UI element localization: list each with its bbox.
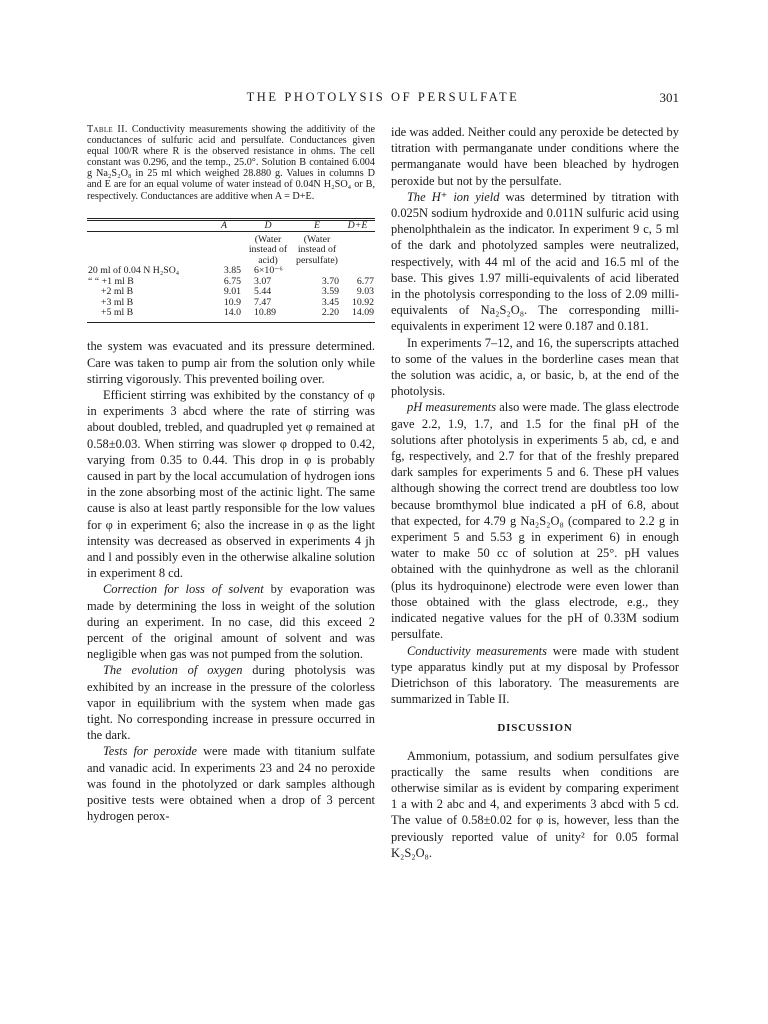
cell-a: 3.85 (223, 265, 241, 277)
paragraph: the system was evacuated and its pressure determined. Care was taken to pump air from the solution only while stirring vigorously. This prevented boiling over. (87, 339, 375, 386)
paragraph-body: also were made. The glass electrode gave 2.2, 1.9, 1.7, and 1.5 for the final pH of the solutions after photolysis in experiments 5 ab, cd, e and fg, respectively, and 2.7 for that of the freshly prepared dark samples for experiments 5 and 6. These pH values although showing the correct trend are doubtless too low because bromthymol blue indicated a pH of 6.8, about that expected, for 4.79 g Na₂S₂O₈ (compared to 2.2 g in experiment 5 and 5.53 g in experiment 6) in enough water to make 50 cc of solution at 25°. pH values obtained with the quinhydrone as well as the chloranil (plus its hydroquinone) electrode were even lower than those obtained with the glass electrode, e.g., they indicated negative values for the pH of 0.33M sodium persulfate. (391, 400, 679, 642)
page-header (87, 90, 679, 110)
column-header-e: E (294, 221, 340, 232)
row-label: “ “ +1 ml B (88, 275, 134, 287)
cell-e: 3.59 (321, 286, 339, 298)
paragraph (87, 662, 375, 743)
row-label: 20 ml of 0.04 N H₂SO₄ (88, 265, 180, 277)
cell-e: 2.20 (321, 306, 339, 318)
cell-d: 5.44 (254, 286, 272, 298)
paragraph-body: was determined by titration with 0.025N sodium hydroxide and 0.011N sulfuric acid using phenolphthalein as the indicator. In experiment 9 c, 5 ml of the dark and photolyzed samples were neutralized, respectively, with 44 ml of the acid and 16.5 ml of the base. This gives 1.97 milli-equivalents of acid liberated in the photolysis corresponding to the loss of 2.09 milli-equivalents of Na₂S₂O₈. The corresponding milli-equivalents in experiment 12 were 0.187 and 0.181. (391, 189, 679, 334)
table-header-blank (87, 221, 206, 232)
cell-e: 3.45 (321, 296, 339, 308)
cell-d: 3.07 (254, 275, 272, 287)
table-header-row (87, 221, 375, 232)
cell-a: 14.0 (223, 306, 241, 318)
cell-a: 9.01 (223, 286, 241, 298)
column-header-d: D (242, 221, 294, 232)
table-caption-text: Conductivity measurements showing the additivity of the conductances of sulfuric acid and persulfate. Conductances given equal 100/R where R is the observed resistance in ohms. The cell constant was 0.296, and the temp., 25.0°. Solution B contained 6.004 g Na₂S₂O₈ in 25 ml which weighed 28.880 g. Values in columns D and E are for an equal volume of water instead of 0.04N H₂SO₄ or B, respectively. Conductances are additive when A = D+E. (87, 124, 376, 202)
conductivity-table (87, 221, 375, 319)
column-header-d-plus-e: D+E (340, 221, 375, 232)
paragraph (87, 743, 375, 824)
paragraph: ide was added. Neither could any peroxide be detected by titration with permanganate under conditions where the permanganate would have been bleached by hydrogen peroxide but not by the persulfate. (391, 125, 679, 188)
cell-e: 3.70 (321, 275, 339, 287)
paragraph-lead: Tests for peroxide (103, 744, 198, 759)
row-label: +5 ml B (101, 306, 134, 318)
paragraph (87, 581, 375, 662)
cell-a: 10.9 (223, 296, 241, 308)
page-number: 301 (659, 90, 679, 105)
paragraph-lead: pH measurements (407, 400, 497, 415)
left-column (87, 124, 375, 824)
paragraph-lead: Correction for loss of solvent (103, 582, 264, 597)
table-caption-label: Table II. (87, 124, 128, 135)
cell-d: 7.47 (254, 296, 272, 308)
right-column (391, 124, 679, 861)
cell-d-plus-e: 10.92 (351, 296, 374, 308)
paragraph-body: during photolysis was exhibited by an increase in the pressure of the colorless vapor in equilibrium with the system when made gas tight. No corresponding increase in pressure occurred in the dark. (87, 663, 375, 743)
column-header-a: A (206, 221, 242, 232)
paragraph-lead: The evolution of oxygen (103, 663, 243, 678)
paragraph (391, 399, 679, 642)
running-title: THE PHOTOLYSIS OF PERSULFATE (246, 90, 520, 104)
cell-d-plus-e: 6.77 (356, 275, 374, 287)
table-row (87, 308, 375, 318)
paragraph-body: by evaporation was made by determining the loss in weight of the solution during an experiment. In no case, did this exceed 2 percent of the original amount of solvent and was negligible when gas was not pumped from the solution. (87, 582, 375, 662)
cell-d-plus-e: 9.03 (356, 286, 374, 298)
cell-a: 6.75 (223, 275, 241, 287)
table-row (87, 287, 375, 297)
row-label: +2 ml B (101, 286, 134, 298)
paragraph-lead: Conductivity measurements (407, 643, 547, 658)
subhead-d: (Water instead of acid) (248, 234, 288, 266)
table-subheader-row (87, 232, 375, 267)
paragraph: Efficient stirring was exhibited by the constancy of φ in experiments 3 abcd where the rate of stirring was about doubled, trebled, and quadrupled yet φ remained at 0.58±0.03. When stirring was slower φ dropped to 0.42, varying from 0.35 to 0.44. This drop in φ is probably caused in part by the local accumulation of hydrogen ions in the zone absorbing most of the actinic light. The same cause is also at least partly responsible for the low values for φ in experiment 6; also the increase in φ as the light intensity was decreased as observed in experiments 4 jh and l and possibly even in the otherwise alkaline solution in experiment 8 cd. (87, 387, 375, 581)
paragraph-lead: The H⁺ ion yield (407, 189, 500, 204)
section-heading: DISCUSSION (497, 722, 573, 735)
paragraph (391, 643, 679, 708)
paragraph (391, 189, 679, 335)
row-label: +3 ml B (101, 296, 134, 308)
cell-d-plus-e: 14.09 (351, 306, 374, 318)
cell-d: 6×10⁻⁶ (254, 265, 283, 277)
paragraph-body: were made with student type apparatus kindly put at my disposal by Professor Dietrichson of this laboratory. The measurements are summarized in Table II. (391, 643, 680, 707)
subhead-e: (Water instead of persulfate) (296, 234, 338, 266)
cell-d: 10.89 (254, 306, 277, 318)
paragraph-body: were made with titanium sulfate and vanadic acid. In experiments 23 and 24 no peroxide was found in the photolyzed or dark samples although positive tests were obtained when a drop of 3 percent hydrogen perox- (87, 744, 375, 824)
paragraph: In experiments 7–12, and 16, the superscripts attached to some of the values in the borderline cases mean that the solution was acidic, a, or basic, b, at the end of the photolysis. (391, 335, 679, 399)
table-caption (87, 124, 375, 202)
paragraph: Ammonium, potassium, and sodium persulfates give practically the same results when conditions are otherwise similar as is evident by comparing experiment 1 a with 2 abc and 4, and experiments 3 abcd with 5 cd. The value of 0.58±0.02 for φ is, however, less than the previously reported value of unity² for 0.05 formal K₂S₂O₈. (391, 748, 679, 860)
